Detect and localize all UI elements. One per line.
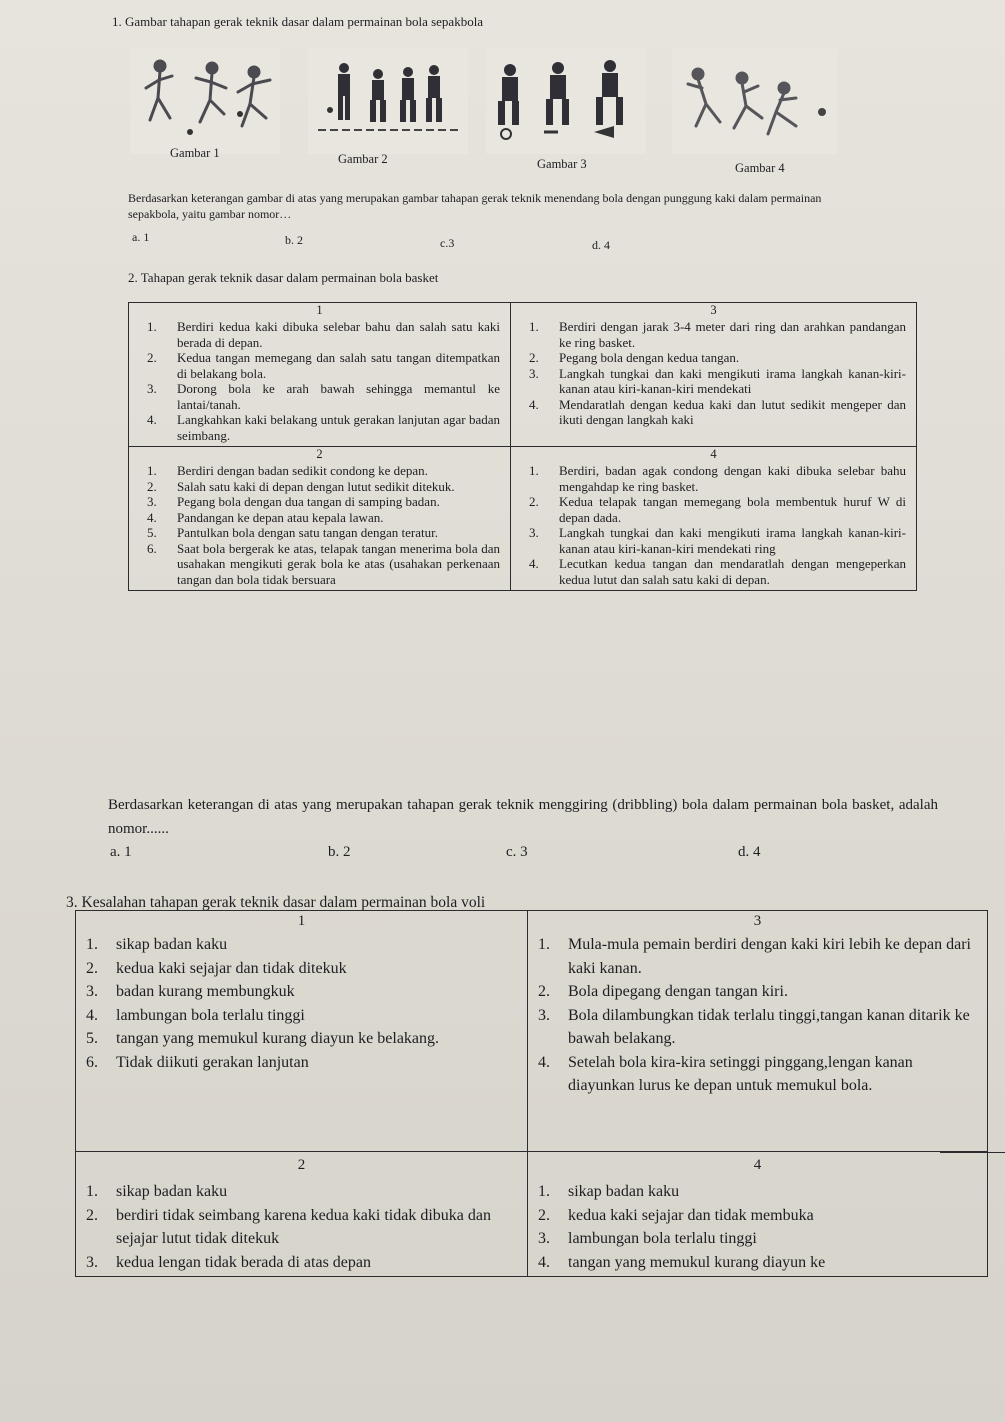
caption-figure-2: Gambar 2 [338,152,388,166]
table2-cell-1 [129,303,511,447]
q1-option-b[interactable]: b. 2 [285,233,303,247]
list-item: 3. Pegang bola dengan dua tangan di samping badan. [147,494,440,509]
list-item: 1. sikap badan kaku [86,936,228,953]
list-item: 4. lambungan bola terlalu tinggi [86,1006,305,1024]
q2-option-c[interactable]: c. 3 [506,844,528,860]
list-item: 4. Langkahkan kaki belakang untuk gerakan lanjutan agar badan seimbang. [147,412,500,443]
list-item: 3. badan kurang membungkuk [86,983,295,1000]
list-item: 1. Berdiri dengan badan sedikit condong ke depan. [147,463,428,478]
column-header-2: 2 [316,447,323,461]
volleyball-errors-table [75,910,988,1277]
list-item: 2. berdiri tidak seimbang karena kedua kaki tidak dibuka dan sejajar lutut tidak ditekuk [86,1206,491,1247]
q1-option-c[interactable]: c.3 [440,236,455,250]
figure-3-image [486,48,646,154]
question-1-title: 1. Gambar tahapan gerak teknik dasar dalam permainan bola sepakbola [112,14,484,29]
cell-4-list [538,1180,975,1274]
sepakbola-figure-1 [130,48,280,154]
list-item: 4. Setelah bola kira-kira setinggi pinggang,lengan kanan diayunkan lurus ke depan untuk memukul bola. [538,1053,913,1094]
question-2-title: 2. Tahapan gerak teknik dasar dalam permainan bola basket [128,270,439,285]
question-3-title: 3. Kesalahan tahapan gerak teknik dasar dalam permainan bola voli [66,894,486,911]
cell-1-list [86,933,515,1074]
q2-option-a[interactable]: a. 1 [110,844,132,860]
caption-figure-4: Gambar 4 [735,161,785,175]
list-item: 2. Pegang bola dengan kedua tangan. [529,350,740,365]
list-item: 6. Tidak diikuti gerakan lanjutan [86,1053,309,1071]
sepakbola-figure-2 [308,48,468,154]
column-header-2: 2 [297,1157,306,1173]
list-item: 1. Mula-mula pemain berdiri dengan kaki kiri lebih ke depan dari kaki kanan. [538,936,971,977]
basketball-steps-table [128,302,917,591]
list-item: 3. Langkah tungkai dan kaki mengikuti irama langkah kanan-kiri-kanan atau kiri-kanan-kiri mendekati ring [529,525,906,556]
list-item: 2. Bola dipegang dengan tangan kiri. [538,983,788,1000]
list-item: 3. Bola dilambungkan tidak terlalu tinggi,tangan kanan ditarik ke bawah belakang. [538,1006,970,1047]
q2-option-b[interactable]: b. 2 [328,844,351,860]
q1-option-d[interactable]: d. 4 [592,238,610,252]
cell-1-list [147,319,500,443]
figure-2-image [308,48,468,154]
list-item: 1. sikap badan kaku [538,1183,680,1200]
list-item: 5. Pantulkan bola dengan satu tangan dengan teratur. [147,525,439,540]
cell-4-list [529,463,906,587]
list-item: 3. kedua lengan tidak berada di atas depan [86,1253,371,1271]
figure-1-image [130,48,280,154]
cell-2-list [147,463,500,587]
list-item: 1. sikap badan kaku [86,1183,228,1200]
cell-2-list [86,1180,515,1274]
column-header-1: 1 [297,913,306,929]
table3-cell-1 [76,911,528,1152]
list-item: 4. Mendaratlah dengan kedua kaki dan lutut sedikit mengeper dan ikuti dengan langkah kaki [529,396,906,427]
table2-cell-4 [511,447,917,591]
cell-3-list [529,319,906,428]
list-item: 2. kedua kaki sejajar dan tidak ditekuk [86,959,347,977]
table-edge-line [940,1152,1005,1153]
list-item: 1. Berdiri, badan agak condong dengan kaki dibuka selebar bahu mengahdap ke ring basket. [529,463,906,494]
list-item: 1. Berdiri dengan jarak 3-4 meter dari ring dan arahkan pandangan ke ring basket. [529,319,906,350]
caption-figure-3: Gambar 3 [537,157,587,171]
list-item: 3. lambungan bola terlalu tinggi [538,1230,757,1247]
table2-cell-3 [511,303,917,447]
figure-4-image [672,48,837,154]
list-item: 2. Salah satu kaki di depan dengan lutut sedikit ditekuk. [147,478,455,494]
list-item: 6. Saat bola bergerak ke atas, telapak tangan menerima bola dan usahakan mengikuti gerak bola ke atas (usahakan perkenaan tangan dan bola tidak bersuara [147,540,500,587]
column-header-3: 3 [710,303,717,317]
column-header-3: 3 [753,913,762,929]
sepakbola-figure-3 [486,48,646,154]
list-item: 5. tangan yang memukul kurang diayun ke belakang. [86,1030,440,1047]
list-item: 3. Dorong bola ke arah bawah sehingga memantul ke lantai/tanah. [147,381,500,412]
list-item: 2. kedua kaki sejajar dan tidak membuka [538,1206,814,1224]
list-item: 4. tangan yang memukul kurang diayun ke [538,1253,826,1271]
list-item: 1. Berdiri kedua kaki dibuka selebar bahu dan salah satu kaki berada di depan. [147,319,500,350]
list-item: 2. Kedua tangan memegang dan salah satu tangan ditempatkan di belakang bola. [147,350,500,381]
q2-option-d[interactable]: d. 4 [738,844,761,860]
q1-option-a[interactable]: a. 1 [132,230,150,244]
question-1-text: Berdasarkan keterangan gambar di atas yang merupakan gambar tahapan gerak teknik menendang bola dengan punggung kaki dalam permainan sepakbola, yaitu gambar nomor… [128,191,822,221]
caption-figure-1: Gambar 1 [170,146,220,160]
table3-cell-2 [76,1152,528,1277]
list-item: 3. Langkah tungkai dan kaki mengikuti irama langkah kanan-kiri-kanan atau kiri-kanan-kiri mendekati [529,365,906,396]
column-header-4: 4 [753,1157,762,1173]
table2-cell-2 [129,447,511,591]
cell-3-list [538,933,975,1098]
table3-cell-3 [528,911,988,1152]
column-header-4: 4 [710,447,717,461]
list-item: 2. Kedua telapak tangan memegang bola membentuk huruf W di depan dada. [529,494,906,525]
table3-cell-4 [528,1152,988,1277]
list-item: 4. Lecutkan kedua tangan dan mendaratlah dengan mengeperkan kedua lutut dan salah satu kaki di depan. [529,556,906,587]
sepakbola-figure-4 [672,48,837,154]
question-2-text: Berdasarkan keterangan di atas yang merupakan tahapan gerak teknik menggiring (dribbling) bola dalam permainan bola basket, adalah nomor...... [108,797,938,837]
column-header-1: 1 [316,303,323,317]
list-item: 4. Pandangan ke depan atau kepala lawan. [147,509,384,525]
